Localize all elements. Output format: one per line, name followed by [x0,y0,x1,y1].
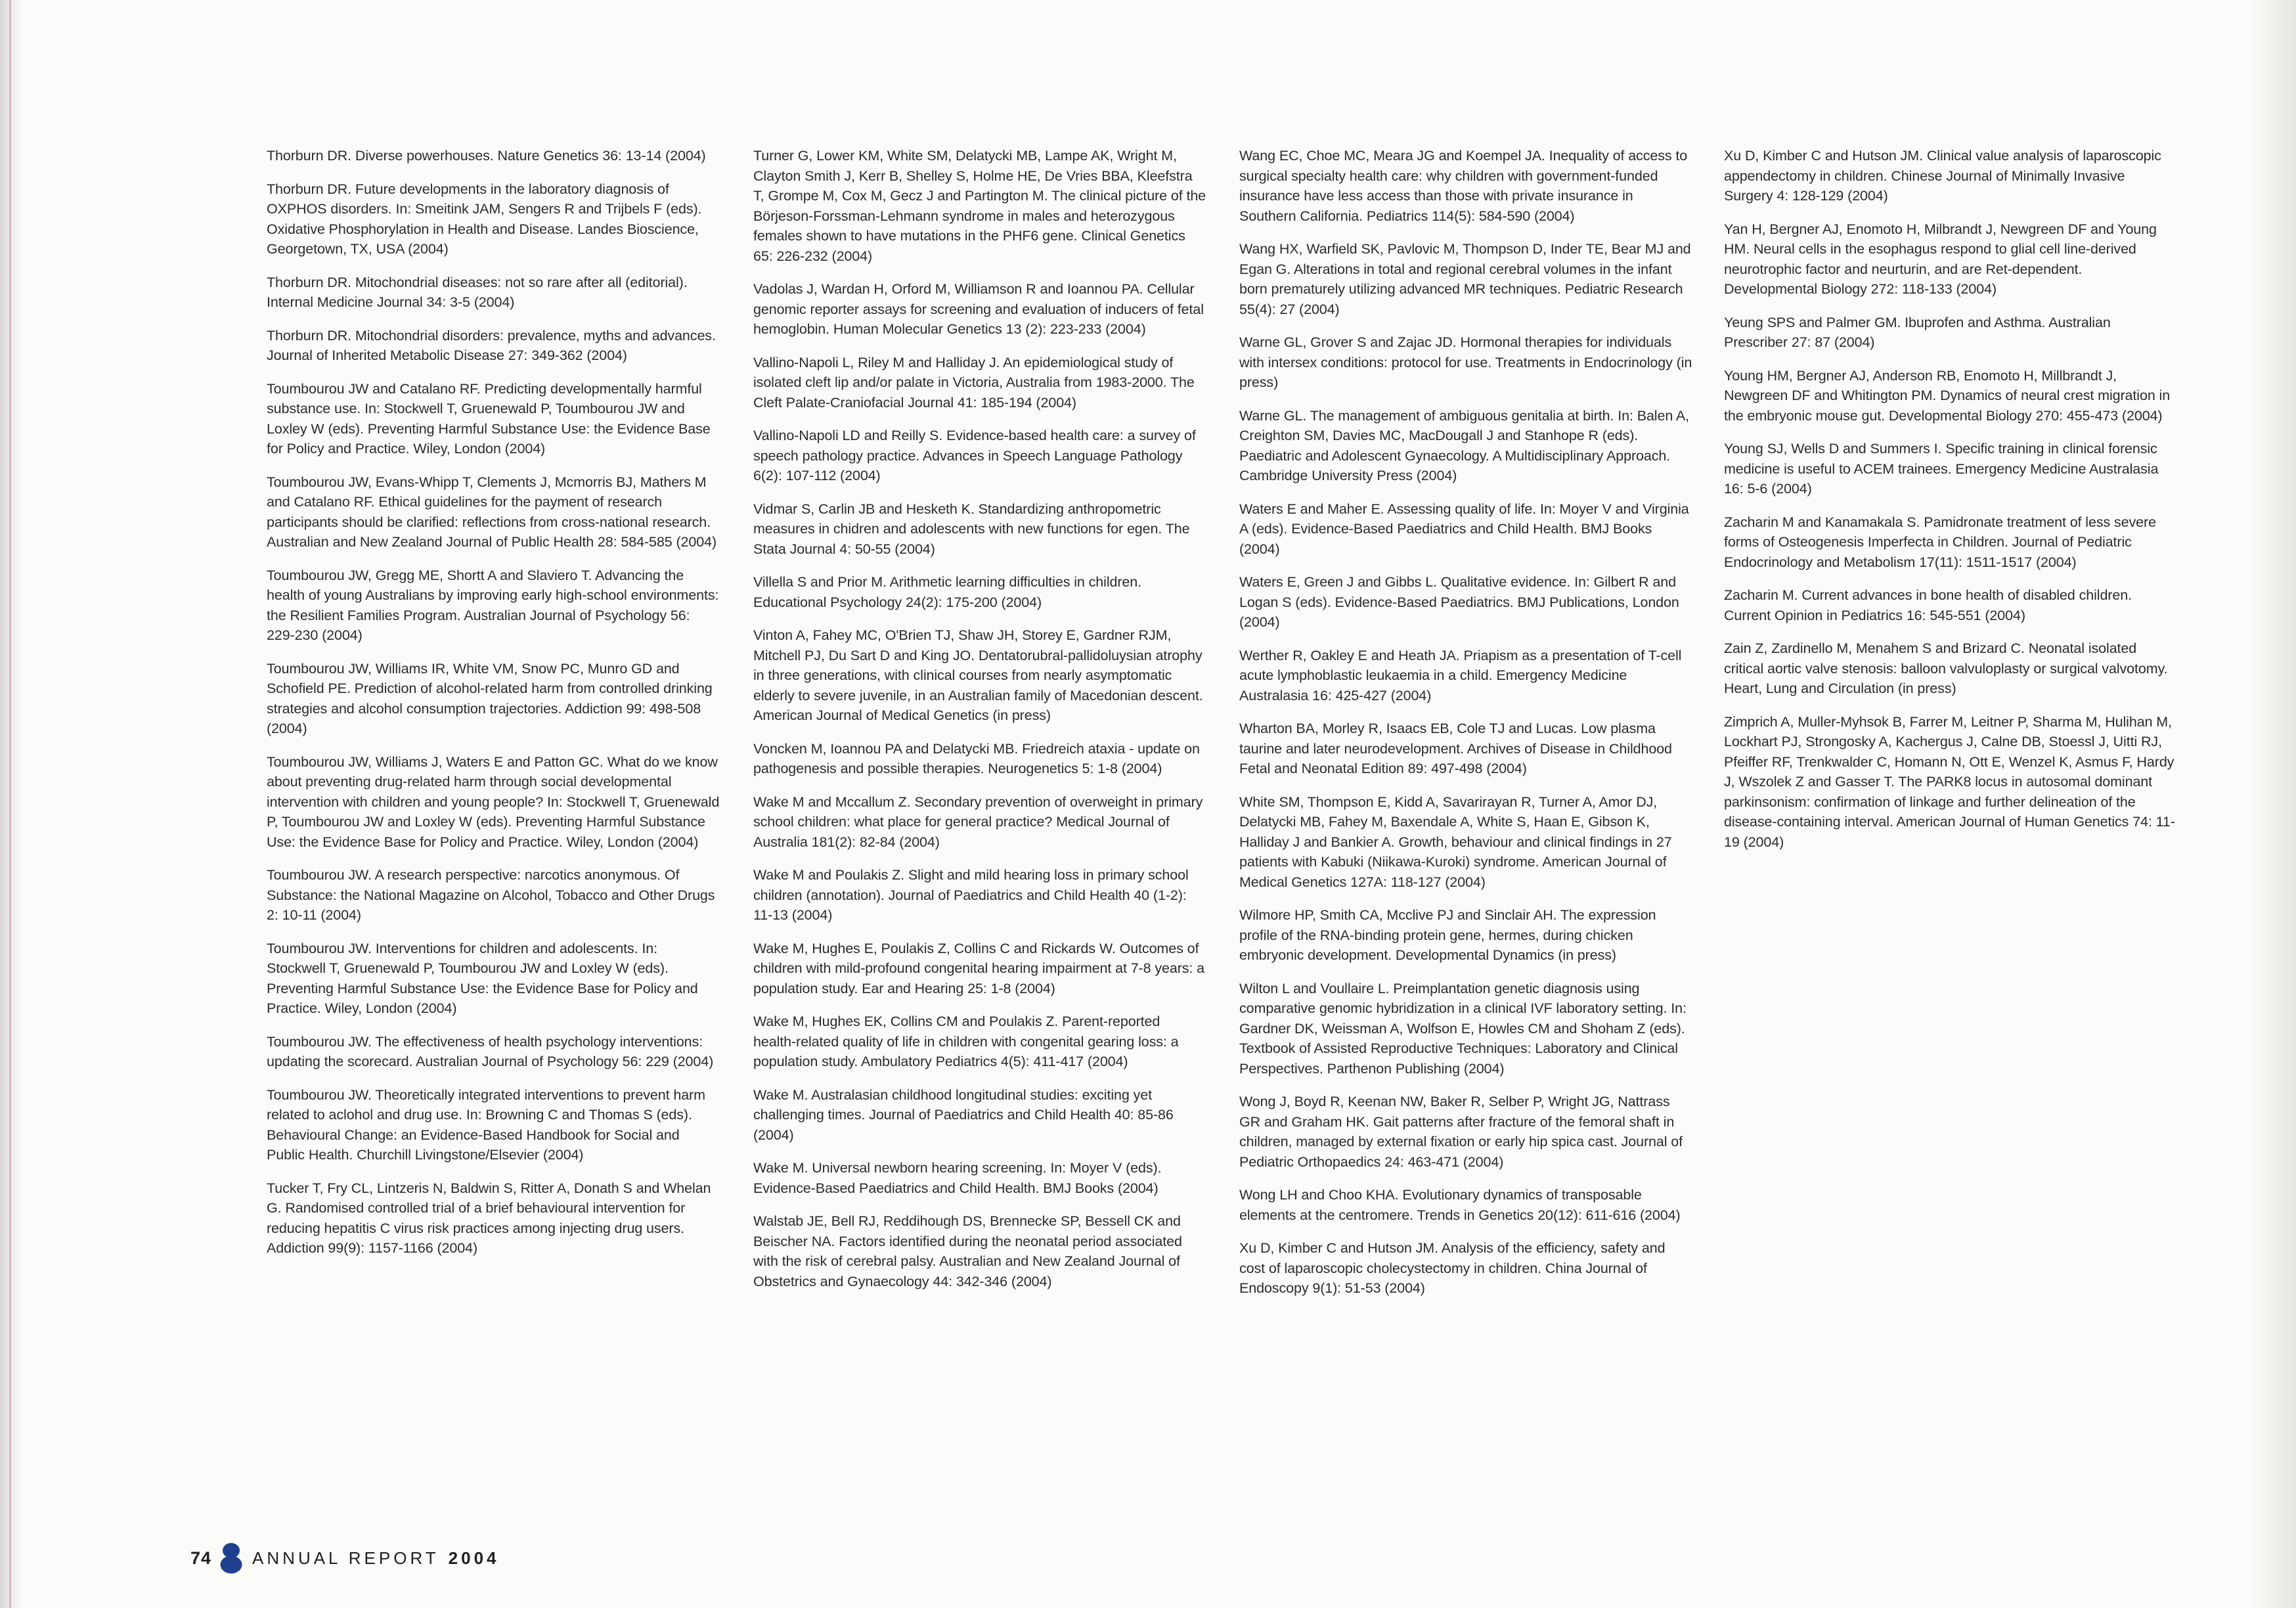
reference-entry: Toumbourou JW, Williams IR, White VM, Snow PC, Munro GD and Schofield PE. Prediction of alcohol-related harm from controlled drinking strategies and alcohol consumption trajectories. Addiction 99: 498-508 (2004) [267,660,713,736]
reference-entry: Waters E and Maher E. Assessing quality of life. In: Moyer V and Virginia A (eds). Evidence-Based Paediatrics and Child Health. BMJ Books (2004) [1239,501,1689,557]
reference-entry: Zimprich A, Muller-Myhsok B, Farrer M, Leitner P, Sharma M, Hulihan M, Lockhart PJ, Strongosky A, Kachergus J, Calne DB, Stoessl J, Uitti RJ, Pfeiffer RF, Trenkwalder C, Homann N, Ott E, Wenzel K, Asmus F, Hardy J, Wszolek Z and Gasser T. The PARK8 locus in autosomal dominant parkinsonism: confirmation of linkage and further delineation of the disease-containing interval. American Journal of Human Genetics 74: 11-19 (2004) [1724,713,2175,850]
reference-entry: Wang HX, Warfield SK, Pavlovic M, Thompson D, Inder TE, Bear MJ and Egan G. Alterations in total and regional cerebral volumes in the infant born prematurely utilizing advanced MR techniques. Pediatric Research 55(4): 27 (2004) [1239,241,1691,317]
reference-entry: Wake M and Mccallum Z. Secondary prevention of overweight in primary school children: what place for general practice? Medical Journal of Australia 181(2): 82-84 (2004) [753,793,1203,850]
reference-entry: Toumbourou JW and Catalano RF. Predicting developmentally harmful substance use. In: Stockwell T, Gruenewald P, Toumbourou JW and Loxley W (eds). Preventing Harmful Substance Use: the Evidence Base for Policy and Practice. Wiley, London (2004) [267,380,711,457]
page-footer [190,1542,500,1574]
reference-entry: Zain Z, Zardinello M, Menahem S and Brizard C. Neonatal isolated critical aortic valve stenosis: balloon valvuloplasty or surgical valvotomy. Heart, Lung and Circulation (in press) [1724,640,2168,696]
reference-entry: Zacharin M. Current advances in bone health of disabled children. Current Opinion in Pediatrics 16: 545-551 (2004) [1724,587,2132,623]
reference-entry: Thorburn DR. Future developments in the laboratory diagnosis of OXPHOS disorders. In: Smeitink JAM, Sengers R and Trijbels F (eds). Oxidative Phosphorylation in Health and Disease. Landes Bioscience, Georgetown, TX, USA (2004) [267,181,702,257]
reference-entry: Toumbourou JW. Interventions for children and adolescents. In: Stockwell T, Gruenewald P, Toumbourou JW and Loxley W (eds). Preventing Harmful Substance Use: the Evidence Base for Policy and Practice. Wiley, London (2004) [267,940,698,1016]
reference-entry: Wong J, Boyd R, Keenan NW, Baker R, Selber P, Wright JG, Nattrass GR and Graham HK. Gait patterns after fracture of the femoral shaft in children, managed by external fixation or early hip spica cast. Journal of Pediatric Orthopaedics 24: 463-471 (2004) [1239,1094,1683,1170]
reference-entry: Thorburn DR. Mitochondrial diseases: not so rare after all (editorial). Internal Medicine Journal 34: 3-5 (2004) [267,274,688,310]
reference-entry: Wake M and Poulakis Z. Slight and mild hearing loss in primary school children (annotation). Journal of Paediatrics and Child Health 40 (1-2): 11-13 (2004) [753,867,1189,923]
reference-entry: Toumbourou JW. A research perspective: narcotics anonymous. Of Substance: the National Magazine on Alcohol, Tobacco and Other Drugs 2: 10-11 (2004) [267,867,715,923]
reference-entry: Vallino-Napoli LD and Reilly S. Evidence-based health care: a survey of speech pathology practice. Advances in Speech Language Pathology 6(2): 107-112 (2004) [753,428,1196,483]
reference-entry: Wilmore HP, Smith CA, Mcclive PJ and Sinclair AH. The expression profile of the RNA-binding protein gene, hermes, during chicken embryonic development. Developmental Dynamics (in press) [1239,907,1656,963]
reference-entry: Wang EC, Choe MC, Meara JG and Koempel JA. Inequality of access to surgical specialty health care: why children with government-funded insurance have less access than those with private insurance in Southern California. Pediatrics 114(5): 584-590 (2004) [1239,148,1688,224]
reference-entry: Thorburn DR. Mitochondrial disorders: prevalence, myths and advances. Journal of Inherited Metabolic Disease 27: 349-362 (2004) [267,327,716,363]
reference-entry: Toumbourou JW, Gregg ME, Shortt A and Slaviero T. Advancing the health of young Australians by improving early high-school environments: the Resilient Families Program. Australian Journal of Psychology 56: 229-230 (2004) [267,567,719,643]
reference-entry: Toumbourou JW, Williams J, Waters E and Patton GC. What do we know about preventing drug-related harm through social developmental intervention with children and young people? In: Stockwell T, Gruenewald P, Toumbourou JW and Loxley W (eds). Preventing Harmful Substance Use: the Evidence Base for Policy and Practice. Wiley, London (2004) [267,753,720,850]
reference-entry: Vallino-Napoli L, Riley M and Halliday J. An epidemiological study of isolated cleft lip and/or palate in Victoria, Australia from 1983-2000. The Cleft Palate-Craniofacial Journal 41: 185-194 (2004) [753,354,1195,411]
reference-entry: Young HM, Bergner AJ, Anderson RB, Enomoto H, Millbrandt J, Newgreen DF and Whitington PM. Dynamics of neural crest migration in the embryonic mouse gut. Developmental Biology 270: 455-473 (2004) [1724,367,2171,424]
reference-entry: Warne GL. The management of ambiguous genitalia at birth. In: Balen A, Creighton SM, Davies MC, MacDougall J and Stanhope R (eds). Paediatric and Adolescent Gynaecology. A Multidisciplinary Approach. Cambridge University Press (2004) [1239,407,1689,483]
reference-entry: Turner G, Lower KM, White SM, Delatycki MB, Lampe AK, Wright M, Clayton Smith J, Kerr B, Shelley S, Holme HE, De Vries BBA, Kleefstra T, Grompe M, Cox M, Gecz J and Partington M. The clinical picture of the Börjeson-Forssman-Lehmann syndrome in males and heterozygous females shown to have mutations in the PHF6 gene. Clinical Genetics 65: 226-232 (2004) [753,148,1206,264]
page-spine-shadow [0,0,22,1608]
page-edge-shadow [2250,0,2296,1608]
reference-entry: Wake M. Australasian childhood longitudinal studies: exciting yet challenging times. Journal of Paediatrics and Child Health 40: 85-86 (2004) [753,1086,1174,1143]
blue-figure-eight-logo-icon [218,1542,244,1574]
reference-entry: Waters E, Green J and Gibbs L. Qualitative evidence. In: Gilbert R and Logan S (eds). Evidence-Based Paediatrics. BMJ Publications, London (2004) [1239,574,1679,630]
reference-entry: Werther R, Oakley E and Heath JA. Priapism as a presentation of T-cell acute lymphoblastic leukaemia in a child. Emergency Medicine Australasia 16: 425-427 (2004) [1239,647,1682,704]
page-number: 74 [190,1548,212,1568]
reference-entry: Warne GL, Grover S and Zajac JD. Hormonal therapies for individuals with intersex conditions: protocol for use. Treatments in Endocrinology (in press) [1239,334,1692,390]
reference-entry: Toumbourou JW. Theoretically integrated interventions to prevent harm related to aclohol and drug use. In: Browning C and Thomas S (eds). Behavioural Change: an Evidence-Based Handbook for Social and Public Health. Churchill Livingstone/Elsevier (2004) [267,1086,705,1163]
annual-report-label: ANNUAL REPORT [252,1548,439,1568]
annual-report-year: 2004 [448,1548,500,1568]
reference-entry: Wake M, Hughes EK, Collins CM and Poulakis Z. Parent-reported health-related quality of life in children with congenital gearing loss: a population study. Ambulatory Pediatrics 4(5): 411-417 (2004) [753,1014,1179,1069]
reference-column-2 [753,146,1206,1305]
reference-entry: Young SJ, Wells D and Summers I. Specific training in clinical forensic medicine is useful to ACEM trainees. Emergency Medicine Australasia 16: 5-6 (2004) [1724,441,2159,497]
reference-entry: Toumbourou JW, Evans-Whipp T, Clements J, Mcmorris BJ, Mathers M and Catalano RF. Ethical guidelines for the payment of research participants should be clarified: reflections from cross-national research. Australian and New Zealand Journal of Public Health 28: 584-585 (2004) [267,474,717,550]
reference-entry: Yan H, Bergner AJ, Enomoto H, Milbrandt J, Newgreen DF and Young HM. Neural cells in the esophagus respond to glial cell line-derived neurotrophic factor and neurturin, and are Ret-dependent. Developmental Biology 272: 118-133 (2004) [1724,221,2157,297]
reference-column-4 [1724,146,2177,865]
reference-entry: Vidmar S, Carlin JB and Hesketh K. Standardizing anthropometric measures in chidren and adolescents with new functions for egen. The Stata Journal 4: 50-55 (2004) [753,501,1190,557]
reference-entry: Tucker T, Fry CL, Lintzeris N, Baldwin S, Ritter A, Donath S and Whelan G. Randomised controlled trial of a brief behavioural intervention for reducing hepatitis C virus risk practices among injecting drug users. Addiction 99(9): 1157-1166 (2004) [267,1180,711,1256]
reference-entry: Voncken M, Ioannou PA and Delatycki MB. Friedreich ataxia - update on pathogenesis and possible therapies. Neurogenetics 5: 1-8 (2004) [753,740,1200,776]
page-spine-line [9,0,11,1608]
reference-column-1 [267,146,720,1272]
reference-entry: Wong LH and Choo KHA. Evolutionary dynamics of transposable elements at the centromere. Trends in Genetics 20(12): 611-616 (2004) [1239,1187,1681,1223]
reference-entry: Thorburn DR. Diverse powerhouses. Nature Genetics 36: 13-14 (2004) [267,148,706,164]
reference-entry: Xu D, Kimber C and Hutson JM. Analysis of the efficiency, safety and cost of laparoscopic cholecystectomy in children. China Journal of Endoscopy 9(1): 51-53 (2004) [1239,1240,1666,1296]
reference-entry: Zacharin M and Kanamakala S. Pamidronate treatment of less severe forms of Osteogenesis Imperfecta in Children. Journal of Pediatric Endocrinology and Metabolism 17(11): 1511-1517 (2004) [1724,514,2156,570]
reference-entry: Villella S and Prior M. Arithmetic learning difficulties in children. Educational Psychology 24(2): 175-200 (2004) [753,574,1141,610]
reference-entry: Yeung SPS and Palmer GM. Ibuprofen and Asthma. Australian Prescriber 27: 87 (2004) [1724,314,2111,350]
reference-entry: Walstab JE, Bell RJ, Reddihough DS, Brennecke SP, Bessell CK and Beischer NA. Factors identified during the neonatal period associated with the risk of cerebral palsy. Australian and New Zealand Journal of Obstetrics and Gynaecology 44: 342-346 (2004) [753,1213,1182,1289]
reference-entry: Wharton BA, Morley R, Isaacs EB, Cole TJ and Lucas. Low plasma taurine and later neurodevelopment. Archives of Disease in Childhood Fetal and Neonatal Edition 89: 497-498 (2004) [1239,721,1672,776]
reference-entry: Toumbourou JW. The effectiveness of health psychology interventions: updating the scorecard. Australian Journal of Psychology 56: 229 (2004) [267,1033,714,1069]
reference-entry: Vinton A, Fahey MC, O'Brien TJ, Shaw JH, Storey E, Gardner RJM, Mitchell PJ, Du Sart D and King JO. Dentatorubral-pallidoluysian atrophy in three generations, with clinical courses from nearly asymptomatic elderly to severe juvenile, in an Australian family of Macedonian descent. American Journal of Medical Genetics (in press) [753,627,1203,723]
reference-entry: Wake M, Hughes E, Poulakis Z, Collins C and Rickards W. Outcomes of children with mild-profound congenital hearing impairment at 7-8 years: a population study. Ear and Hearing 25: 1-8 (2004) [753,940,1205,996]
reference-entry: Wake M. Universal newborn hearing screening. In: Moyer V (eds). Evidence-Based Paediatrics and Child Health. BMJ Books (2004) [753,1160,1162,1196]
reference-entry: Wilton L and Voullaire L. Preimplantation genetic diagnosis using comparative genomic hybridization in a clinical IVF laboratory setting. In: Gardner DK, Weissman A, Wolfson E, Howles CM and Shoham Z (eds). Textbook of Assisted Reproductive Techniques: Laboratory and Clinical Perspectives. Parthenon Publishing (2004) [1239,980,1687,1077]
reference-column-3 [1239,146,1692,1312]
reference-entry: Vadolas J, Wardan H, Orford M, Williamson R and Ioannou PA. Cellular genomic reporter assays for screening and evaluation of inducers of fetal hemoglobin. Human Molecular Genetics 13 (2): 223-233 (2004) [753,281,1204,337]
reference-entry: White SM, Thompson E, Kidd A, Savarirayan R, Turner A, Amor DJ, Delatycki MB, Fahey M, Baxendale A, White S, Haan E, Gibson K, Halliday J and Bankier A. Growth, behaviour and clinical findings in 27 patients with Kabuki (Niikawa-Kuroki) syndrome. American Journal of Medical Genetics 127A: 118-127 (2004) [1239,793,1672,890]
reference-entry: Xu D, Kimber C and Hutson JM. Clinical value analysis of laparoscopic appendectomy in children. Chinese Journal of Minimally Invasive Surgery 4: 128-129 (2004) [1724,148,2161,204]
